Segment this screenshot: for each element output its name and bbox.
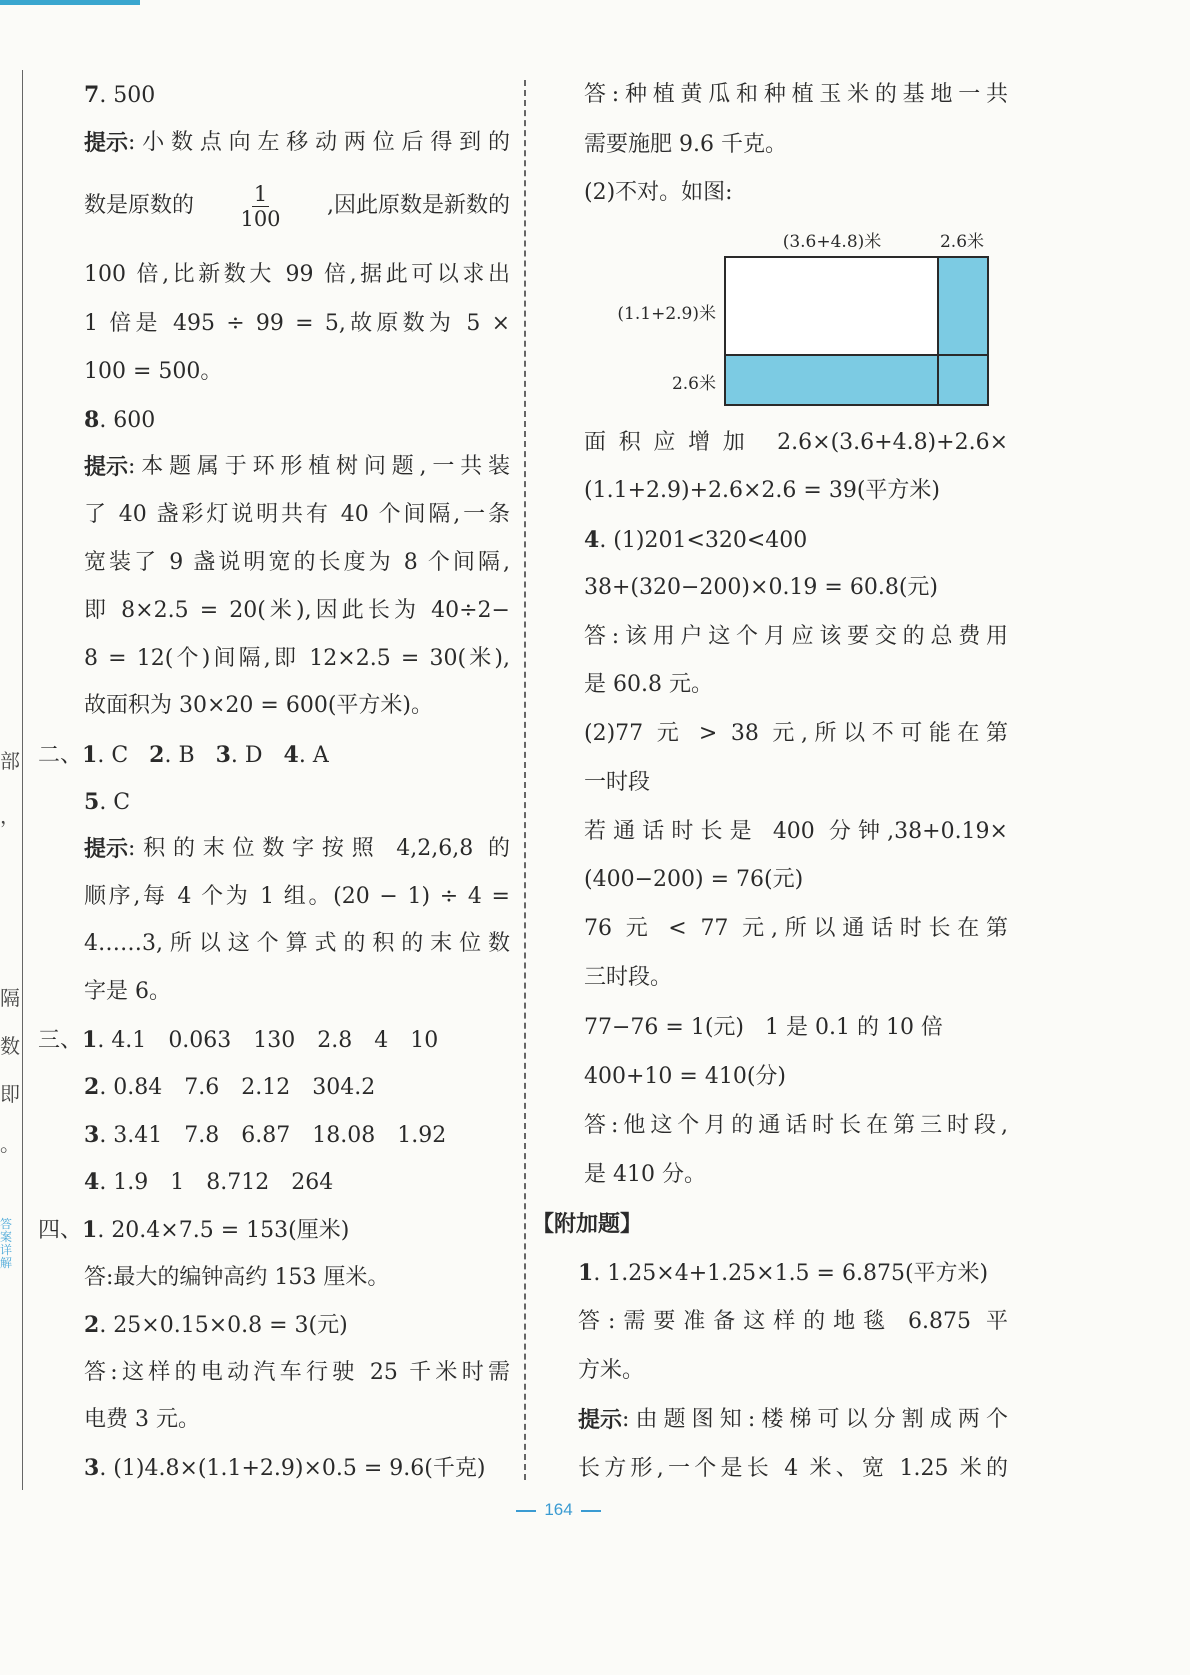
- q4-line: 三时段。: [584, 965, 673, 990]
- s2-hint-line: 提示 :积的末位数字按照 4,2,6,8 的: [84, 836, 510, 862]
- bonus-section-title: 【附加题】: [532, 1211, 643, 1237]
- q7-hint-line: 提示 :小数点向左移动两位后得到的: [84, 130, 510, 156]
- q4-line: 76 元 < 77 元,所以通话时长在第: [584, 916, 1008, 941]
- margin-vertical-label: 答案详解: [0, 1217, 13, 1270]
- fraction: $\frac{1}{100}$: [240, 181, 281, 231]
- bottom-strip: [725, 355, 988, 405]
- q8-answer: 8. 600: [84, 407, 156, 433]
- hint-label: 提示: [84, 836, 129, 862]
- margin-char: 。: [0, 1132, 20, 1156]
- q4-line: 若通话时长是 400 分钟,38+0.19×: [584, 819, 1008, 844]
- margin-char: 隔: [0, 986, 20, 1010]
- answer-line: 答:种植黄瓜和种植玉米的基地一共: [584, 82, 1008, 107]
- left-margin-rule: [22, 70, 23, 1490]
- bonus-q1-answer: 方米。: [578, 1358, 645, 1383]
- label-extra-length: 2.6米: [939, 232, 985, 252]
- q4-line: (400−200) = 76(元): [584, 867, 804, 892]
- label-length: (3.6+4.8)米: [782, 232, 882, 252]
- header-accent-bar: [0, 0, 140, 5]
- answer-line: 面积应增加 2.6×(3.6+4.8)+2.6×: [584, 430, 1008, 455]
- section-4-q1: 四、1. 20.4×7.5 = 153(厘米): [38, 1217, 350, 1243]
- q4-line: 4. (1)201<320<400: [584, 527, 808, 553]
- q4-line: 400+10 = 410(分): [584, 1064, 786, 1089]
- margin-char: 数: [0, 1034, 20, 1058]
- section-3-row: 4. 1.9 1 8.712 264: [84, 1169, 334, 1195]
- q7-hint-line: 100 = 500。: [84, 359, 223, 384]
- q7-hint-line: 1 倍是 495 ÷ 99 = 5,故原数为 5 ×: [84, 311, 510, 336]
- answer-line: (1.1+2.9)+2.6×2.6 = 39(平方米): [584, 478, 940, 503]
- q8-hint-line: 即 8×2.5 = 20(米),因此长为 40÷2−: [84, 598, 510, 623]
- margin-char: ，: [0, 804, 20, 828]
- bonus-hint-line: 提示 :由题图知:楼梯可以分割成两个: [578, 1407, 1008, 1433]
- section-2-q5: 5. C: [84, 789, 131, 815]
- q8-hint-line: 了 40 盏彩灯说明共有 40 个间隔,一条: [84, 502, 510, 527]
- q8-hint-line: 提示 :本题属于环形植树问题,一共装: [84, 454, 510, 480]
- q4-line: 38+(320−200)×0.19 = 60.8(元): [584, 575, 938, 600]
- q4-line: (2)77 元 > 38 元,所以不可能在第: [584, 721, 1008, 746]
- q7-answer: 7. 500: [84, 82, 156, 108]
- s2-hint-line: 4……3,所以这个算式的积的末位数: [84, 931, 510, 956]
- q4-line: 答:该用户这个月应该要交的总费用: [584, 624, 1008, 649]
- section-3-row: 三、1. 4.1 0.063 130 2.8 4 10: [38, 1027, 439, 1053]
- section-4-q3: 3. (1)4.8×(1.1+2.9)×0.5 = 9.6(千克): [84, 1455, 486, 1481]
- q8-hint-line: 宽装了 9 盏说明宽的长度为 8 个间隔,: [84, 550, 510, 575]
- section-2-answers: 二、1. C 2. B 3. D 4. A: [38, 742, 329, 768]
- section-4-q2-answer: 答:这样的电动汽车行驶 25 千米时需: [84, 1360, 510, 1385]
- margin-char: 部: [0, 749, 20, 773]
- q4-line: 是 60.8 元。: [584, 672, 713, 697]
- section-3-row: 3. 3.41 7.8 6.87 18.08 1.92: [84, 1122, 447, 1148]
- q4-line: 77−76 = 1(元) 1 是 0.1 的 10 倍: [584, 1015, 943, 1040]
- q4-line: 一时段: [584, 770, 651, 795]
- q7-hint-line: 100 倍,比新数大 99 倍,据此可以求出: [84, 262, 510, 287]
- q4-line: 是 410 分。: [584, 1162, 706, 1187]
- column-divider: [524, 80, 526, 1480]
- q4-line: 答:他这个月的通话时长在第三时段,: [584, 1113, 1008, 1138]
- section-4-q1-answer: 答:最大的编钟高约 153 厘米。: [84, 1265, 390, 1290]
- section-3-row: 2. 0.84 7.6 2.12 304.2: [84, 1074, 376, 1100]
- q7-hint-line: 数是原数的 $\frac{1}{100}$ ,因此原数是新数的: [84, 181, 510, 231]
- s2-hint-line: 顺序,每 4 个为 1 组。(20 − 1) ÷ 4 =: [84, 884, 510, 909]
- label-extra-width: 2.6米: [671, 374, 716, 394]
- answer-line: (2)不对。如图:: [584, 180, 733, 205]
- s2-hint-line: 字是 6。: [84, 979, 171, 1004]
- page-number: 164: [0, 1500, 1117, 1520]
- area-diagram: [600, 222, 1000, 412]
- label-width: (1.1+2.9)米: [617, 304, 716, 324]
- section-4-q2-answer: 电费 3 元。: [84, 1407, 200, 1432]
- hint-label: 提示: [84, 454, 129, 480]
- answer-line: 需要施肥 9.6 千克。: [584, 132, 787, 157]
- section-4-q2: 2. 25×0.15×0.8 = 3(元): [84, 1312, 348, 1338]
- bonus-q1-answer: 答:需要准备这样的地毯 6.875 平: [578, 1309, 1008, 1334]
- q8-hint-line: 8 = 12(个)间隔,即 12×2.5 = 30(米),: [84, 646, 510, 671]
- bonus-hint-line: 长方形,一个是长 4 米、宽 1.25 米的: [578, 1456, 1008, 1481]
- hint-label: 提示: [84, 130, 129, 156]
- q8-hint-line: 故面积为 30×20 = 600(平方米)。: [84, 693, 433, 718]
- margin-char: 即: [0, 1082, 20, 1106]
- bonus-q1: 1. 1.25×4+1.25×1.5 = 6.875(平方米): [578, 1260, 989, 1286]
- hint-label: 提示: [578, 1407, 623, 1433]
